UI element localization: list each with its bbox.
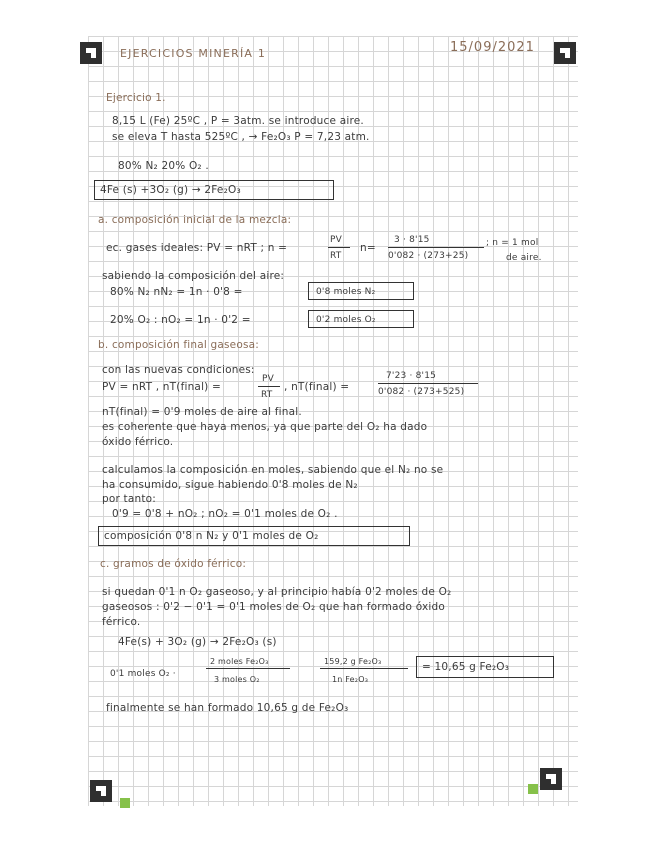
ideal-gas-label: ec. gases ideales: PV = nRT ; n = bbox=[106, 242, 288, 254]
n2-calculation: 80% N₂ nN₂ = 1n · 0'8 = bbox=[110, 286, 243, 298]
corner-marker-bottom-right bbox=[540, 768, 562, 790]
conversion-start: 0'1 moles O₂ · bbox=[110, 669, 176, 679]
n-result-unit: de aire. bbox=[506, 253, 542, 263]
n-denominator: 0'082 · (273+25) bbox=[388, 251, 469, 261]
grid-paper-sheet bbox=[88, 36, 578, 806]
part-c-heading: c. gramos de óxido férrico: bbox=[100, 558, 247, 570]
statement-line-2: se eleva T hasta 525ºC , → Fe₂O₃ P = 7,23 atm. bbox=[112, 131, 370, 143]
pv-numerator: PV bbox=[330, 235, 342, 245]
nt-numerator: 7'23 · 8'15 bbox=[386, 371, 437, 381]
green-marker-bottom-right bbox=[528, 784, 538, 794]
fraction-bar bbox=[258, 386, 280, 387]
conversion-result: = 10,65 g Fe₂O₃ bbox=[422, 661, 510, 673]
coherence-line-1: es coherente que haya menos, ya que parte del O₂ ha dado bbox=[102, 421, 428, 433]
n-result: ; n = 1 mol bbox=[486, 238, 539, 248]
exercise-title: Ejercicio 1. bbox=[106, 92, 166, 104]
coherence-line-2: óxido férrico. bbox=[102, 436, 174, 448]
final-sentence: finalmente se han formado 10,65 g de Fe₂O₃ bbox=[106, 702, 349, 714]
corner-marker-top-left bbox=[80, 42, 102, 64]
composition-result: composición 0'8 n N₂ y 0'1 moles de O₂ bbox=[104, 530, 319, 542]
green-marker-bottom-left bbox=[120, 798, 130, 808]
n-equals: n= bbox=[360, 242, 376, 254]
air-composition-intro: sabiendo la composición del aire: bbox=[102, 270, 285, 282]
o2-result: 0'2 moles O₂ bbox=[316, 315, 376, 325]
fraction-bar bbox=[206, 668, 290, 669]
fraction-bar bbox=[328, 247, 350, 248]
air-composition: 80% N₂ 20% O₂ . bbox=[118, 160, 209, 172]
fraction-2-denominator: 1n Fe₂O₃ bbox=[332, 675, 369, 684]
fraction-bar bbox=[388, 247, 484, 248]
nt-equals: , nT(final) = bbox=[284, 381, 350, 393]
pv-denominator-b: RT bbox=[261, 390, 273, 400]
part-c-equation: 4Fe(s) + 3O₂ (g) → 2Fe₂O₃ (s) bbox=[118, 636, 277, 648]
pv-numerator-b: PV bbox=[262, 374, 274, 384]
part-c-line-3: férrico. bbox=[102, 616, 141, 628]
notebook-date: 15/09/2021 bbox=[450, 40, 535, 55]
part-c-line-1: si quedan 0'1 n O₂ gaseoso, y al principio había 0'2 moles de O₂ bbox=[102, 586, 452, 598]
pv-denominator: RT bbox=[330, 251, 342, 261]
new-conditions: con las nuevas condiciones: bbox=[102, 364, 255, 376]
fraction-bar bbox=[378, 383, 478, 384]
calc-line-1: calculamos la composición en moles, sabiendo que el N₂ no se bbox=[102, 464, 444, 476]
pv-line: PV = nRT , nT(final) = bbox=[102, 381, 222, 393]
fraction-2-numerator: 159,2 g Fe₂O₃ bbox=[324, 657, 382, 666]
calc-line-4: 0'9 = 0'8 + nO₂ ; nO₂ = 0'1 moles de O₂ . bbox=[112, 508, 338, 520]
fraction-bar bbox=[320, 668, 408, 669]
corner-marker-bottom-left bbox=[90, 780, 112, 802]
nt-denominator: 0'082 · (273+525) bbox=[378, 387, 465, 397]
n2-result: 0'8 moles N₂ bbox=[316, 287, 376, 297]
n-numerator: 3 · 8'15 bbox=[394, 235, 430, 245]
part-b-heading: b. composición final gaseosa: bbox=[98, 339, 260, 351]
nt-final: nT(final) = 0'9 moles de aire al final. bbox=[102, 406, 302, 418]
fraction-1-numerator: 2 moles Fe₂O₃ bbox=[210, 657, 269, 666]
part-a-heading: a. composición inicial de la mezcla: bbox=[98, 214, 292, 226]
statement-line-1: 8,15 L (Fe) 25ºC , P = 3atm. se introduce aire. bbox=[112, 115, 364, 127]
notebook-title: EJERCICIOS MINERÍA 1 bbox=[120, 47, 267, 60]
o2-calculation: 20% O₂ : nO₂ = 1n · 0'2 = bbox=[110, 314, 251, 326]
fraction-1-denominator: 3 moles O₂ bbox=[214, 675, 260, 684]
calc-line-2: ha consumido, sigue habiendo 0'8 moles de N₂ bbox=[102, 479, 358, 491]
corner-marker-top-right bbox=[554, 42, 576, 64]
part-c-line-2: gaseosos : 0'2 − 0'1 = 0'1 moles de O₂ que han formado óxido bbox=[102, 601, 446, 613]
calc-line-3: por tanto: bbox=[102, 493, 157, 505]
reaction-equation: 4Fe (s) +3O₂ (g) → 2Fe₂O₃ bbox=[100, 184, 241, 196]
